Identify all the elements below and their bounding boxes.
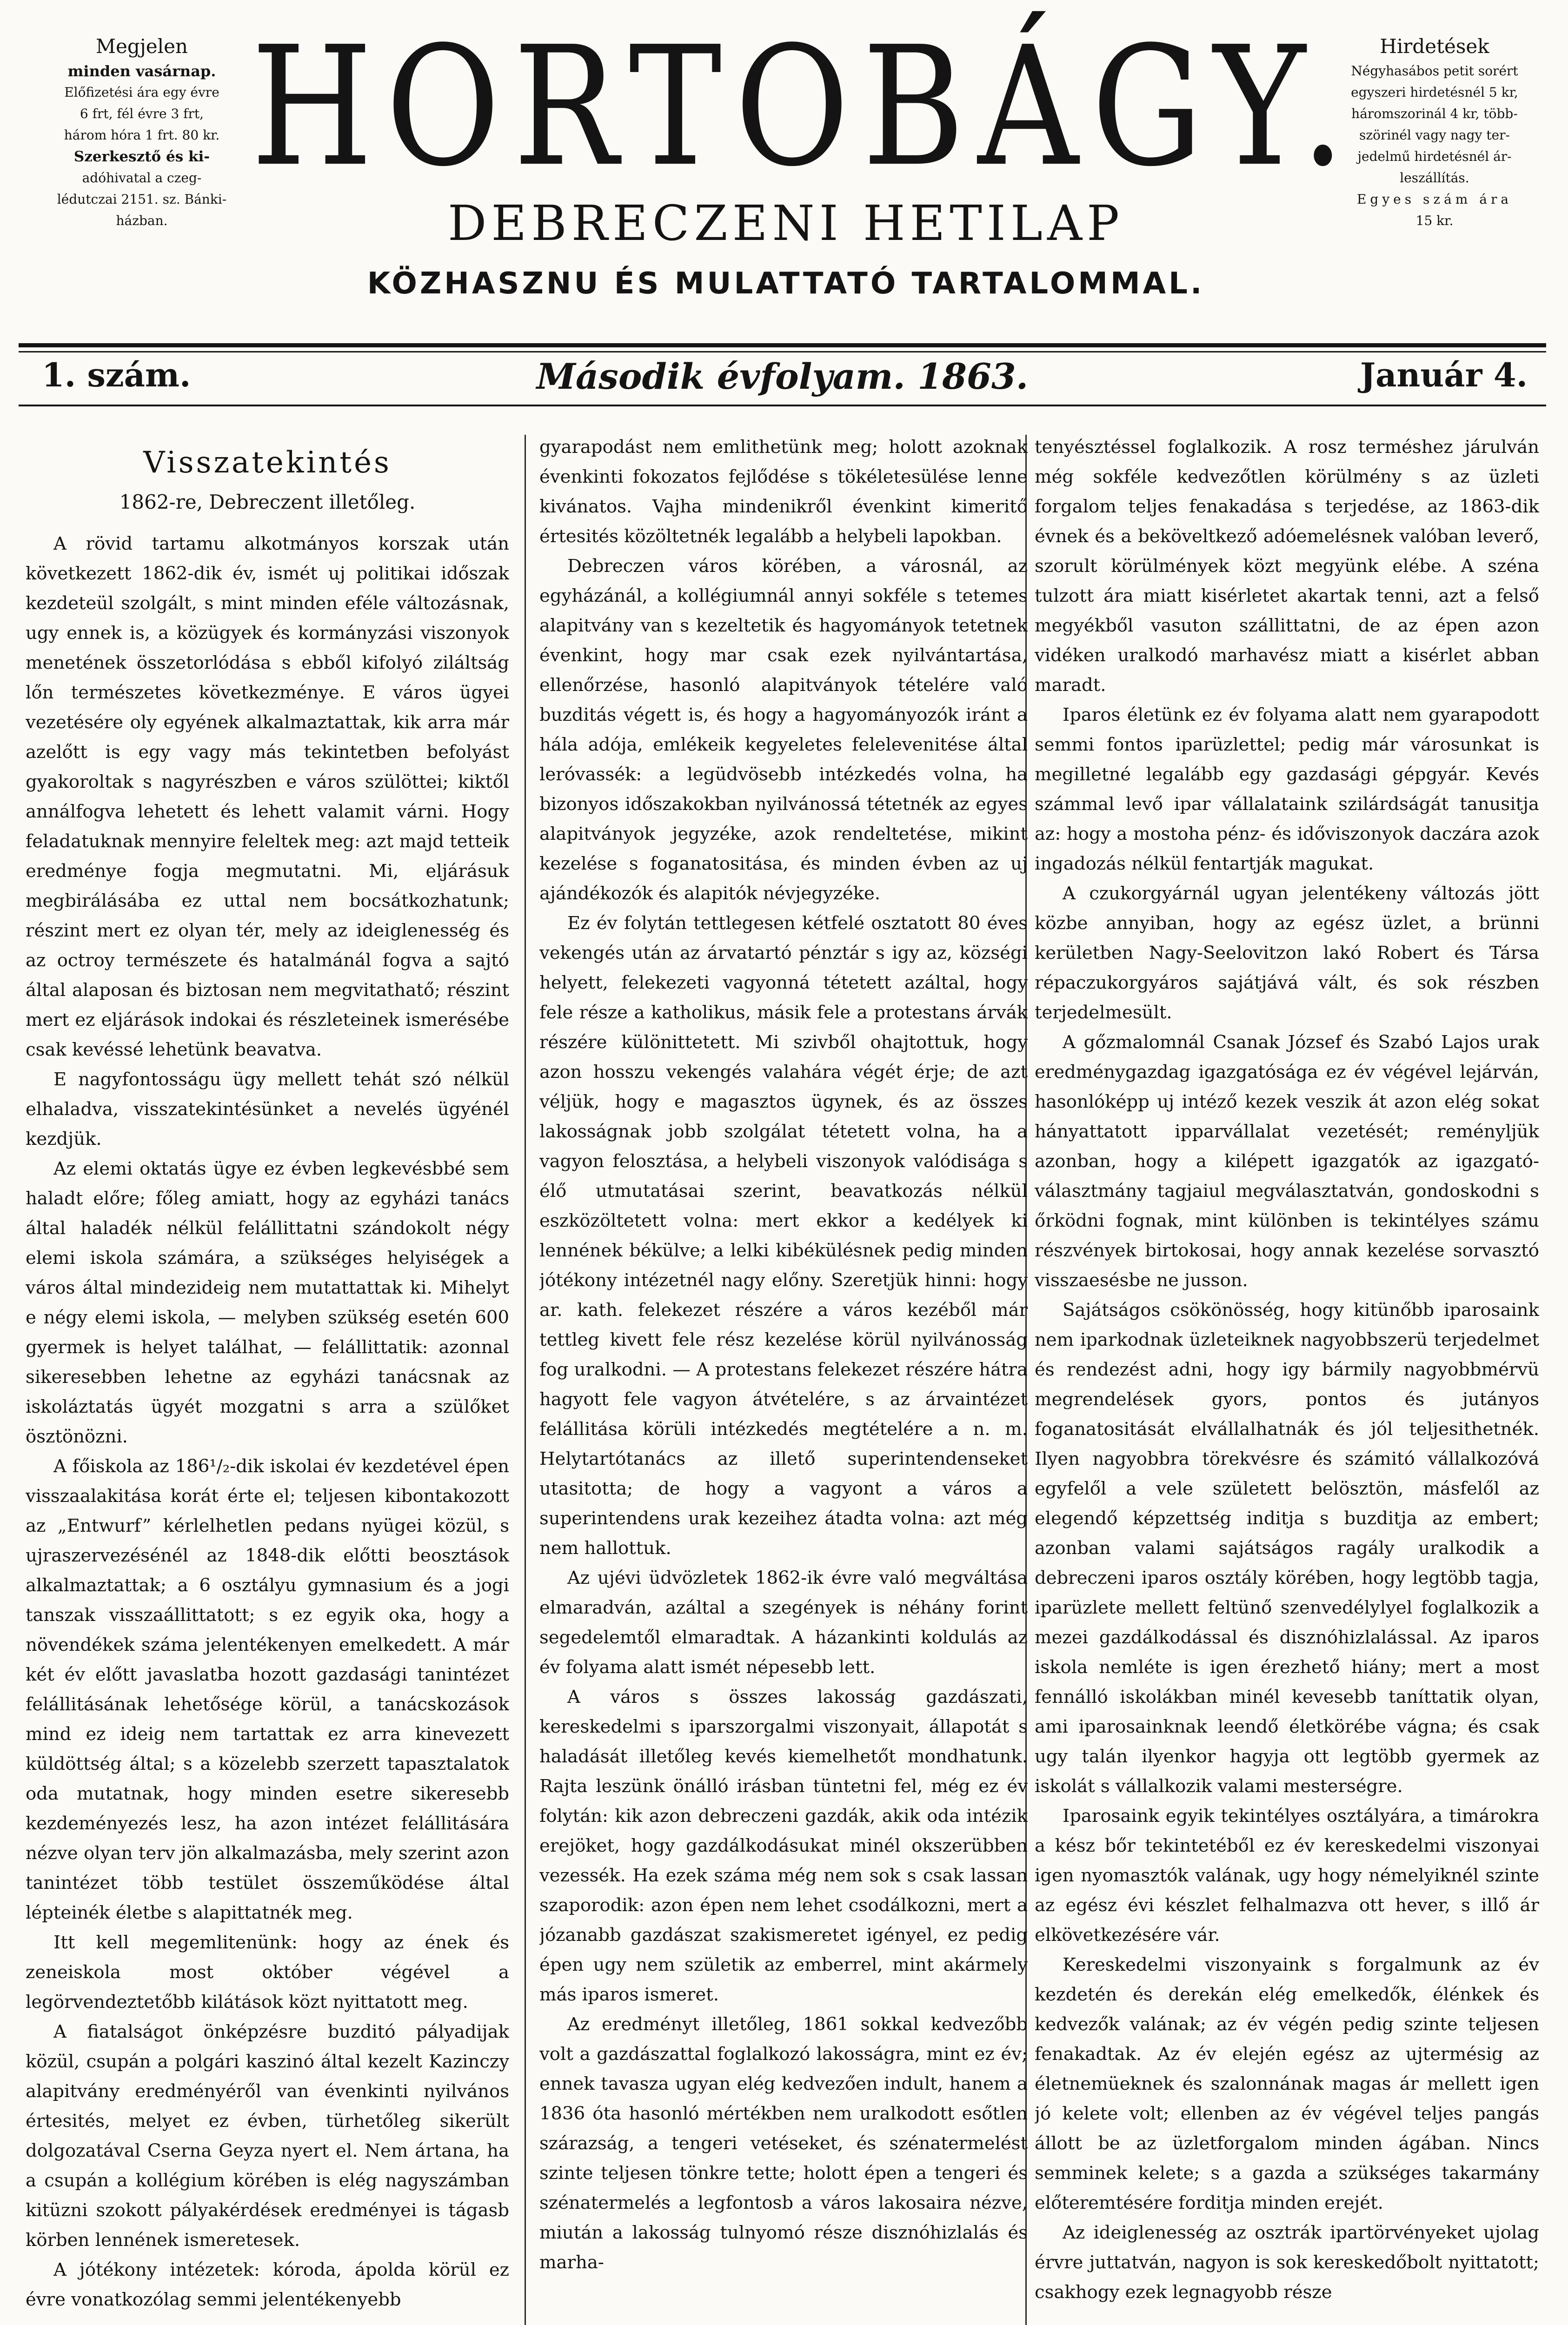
issue-line-rule: [19, 405, 1546, 406]
paragraph: Debreczen város körében, a városnál, az egyházánál, a kollégiumnál annyi sokféle s tetemes alapitvány van s kezeltetik és hagyományok tetetnek évenkint, hogy mar csak ezek nyilvántartása, ellenőrzése, hasonló alapitványok tételére való buzditás végett is, és hogy a hagyományozók iránt a hála adója, emlékeik kegyeletes felelevenitése által leróvassék: a legüdvösebb intézkedés volna, ha bizonyos időszakokban nyilvánossá tétetnék az egyes alapitványok jegyzéke, azok rendeltetése, mikint kezelése s foganatositása, és minden évben az uj ajándékozók és alapitók névjegyzéke.: [539, 556, 1028, 904]
editorial-office-line: házban.: [116, 213, 168, 228]
issue-number: 1. szám.: [42, 356, 191, 394]
publication-day: minden vasárnap.: [67, 62, 216, 80]
editorial-office-line: Szerkesztő és ki-: [73, 148, 210, 165]
single-issue-price-value: 15 kr.: [1415, 213, 1454, 228]
masthead-rule-thick: [19, 343, 1546, 347]
paragraph: Sajátságos csökönösség, hogy kitünőbb iparosaink nem iparkodnak üzleteiknek nagyobbszerü terjedelmet és rendezést adni, hogy igy bármily nagyobbmérvü megrendelések gyors, pontos és jutányos foganatositását elvállalhatnák és jól teljesithetnék. Ilyen nagyobbra törekvésre és számitó vállalkozóvá egyfelől a vele született belösztön, másfelől az elegendő képzettség inditja s buzditja az embert; azonban valami sajátságos ragály uralkodik a debreczeni iparos osztály körében, hogy legtöbb tagja, iparüzlete mellett feltünő szenvedélylyel foglalkozik a mezei gazdálkodással és disznóhizlalással. Az iparos iskola nemléte is igen érezhető hiány; mert a most fennálló iskolákban minél kevesebb taníttatik olyan, ami iparosainknak leendő életkörébe vágna; és csak ugy talán ilyenkor hagyja ott legtöbb gyermek az iskolát s vállalkozik valami mesterségre.: [1035, 1300, 1539, 1797]
paragraph: Kereskedelmi viszonyaink s forgalmunk az év kezdetén és derekán elég emelkedők, élénkek és kedvezők valának; az év végén pedig szinte teljesen fenakadtak. Az év elején egész az ujtermésig az életnemüeknek és szalonnának magas ár mellett igen jó kelete volt; ellenben az év végével teljes pangás állott be az üzletforgalom minden ágában. Nincs semminek kelete; s a gazda a szükséges takarmány előteremtésére forditja minden erejét.: [1035, 1954, 1539, 2213]
volume-year: Második évfolyam. 1863.: [536, 356, 1029, 397]
newspaper-tagline: KÖZHASZNU ÉS MULATTATÓ TARTALOMMAL.: [367, 266, 1205, 301]
single-issue-price: Egyes szám ára: [1356, 192, 1513, 207]
article-subtitle: 1862-re, Debreczent illetőleg.: [119, 491, 416, 513]
advertisements-heading: Hirdetések: [1380, 35, 1489, 58]
paragraph: E nagyfontosságu ügy mellett tehát szó nélkül elhaladva, visszatekintésünket a nevelés ügyénél kezdjük.: [26, 1069, 509, 1149]
issue-info-line: [19, 356, 1546, 402]
paragraph: A rövid tartamu alkotmányos korszak után következett 1862-dik év, ismét uj politikai időszak kezdeteül szolgált, s mint minden eféle változásnak, ugy ennek is, a közügyek és kormányzási viszonyok menetének összetorlódása s ebből kifolyó ziláltság lőn természetes következménye. E város ügyei vezetésére oly egyének alkalmaztattak, kik arra már azelőtt is egy vagy más tekintetben befolyást gyakoroltak s nagyrészben e város szülöttei; kiktől annálfogva lehetett és lehett valamit várni. Hogy feladatuknak mennyire feleltek meg: azt majd tetteik eredménye fogja megmutatni. Mi, eljárásuk megbirálásába ez uttal nem bocsátkozhatunk; részint mert ez olyan tér, mely az ideiglenesség és az octroy természete és hatalmánál fogva a sajtó által alaposan és biztosan nem megvitathatő; részint mert ez eljárások indokai és részleteinek ismerésébe csak kevéssé lehetünk beavatva.: [26, 533, 509, 1060]
editorial-office-line: lédutczai 2151. sz. Bánki-: [57, 192, 227, 207]
issue-date: Január 4.: [1360, 356, 1528, 394]
advertisement-price-line: háromszorinál 4 kr, több-: [1351, 106, 1518, 121]
paragraph: A gőzmalomnál Csanak József és Szabó Lajos urak eredménygazdag igazgatósága ez év végével lejárván, hasonlóképp uj intéző kezek veszik át azon elég sokat hányattatott ipparvállalat vezetését; reményljük azonban, hogy a kilépett igazgatók az igazgató-választmány tagjaiul megválasztatván, gondoskodni s őrködni fognak, mint különben is tekintélyes számu részvények birtokosai, hogy annak kezelése sorvasztó visszaesésbe ne jusson.: [1035, 1032, 1539, 1291]
paragraph: gyarapodást nem emlithetünk meg; holott azoknak évenkinti fokozatos fejlődése s tökéletesülése lenne kivánatos. Vajha mindenikről évenkint kimeritő értesités közöltetnék legalább a helybeli lapokban.: [539, 437, 1028, 547]
paragraph: Itt kell megemlitenünk: hogy az ének és zeneiskola most október végével a legörvendeztetőbb kilátások közt nyittatott meg.: [26, 1932, 509, 2013]
paragraph: Az eredményt illetőleg, 1861 sokkal kedvezőbb volt a gazdászattal foglalkozó lakosságra, mint ez év; ennek tavasza ugyan elég kedvezően indult, hanem a 1836 óta hasonló mértékben nem uralkodott esőtlen szárazság, a tengeri vetéseket, és szénatermelést szinte teljesen tönkre tette; holott épen a tengeri és szénatermelés a legfontosb a város lakosaira nézve, miután a lakosság tulnyomó része disznóhizlalás és marha-: [539, 2014, 1028, 2273]
paragraph: Az ideiglenesség az osztrák ipartörvényeket ujolag érvre juttatván, nagyon is sok kereskedőbolt nyittatott; csakhogy ezek legnagyobb része: [1035, 2222, 1539, 2303]
advertisement-price-line: jedelmű hirdetésnél ár-: [1357, 149, 1512, 164]
paragraph: A czukorgyárnál ugyan jelentékeny változás jött közbe annyiban, hogy az egész üzlet, a brünni kerületben Nagy-Seelovitzon lakó Robert és Társa répaczukorgyáros sajátjává vált, és sok részben terjedelmesült.: [1035, 883, 1539, 1023]
subscription-info-box: [44, 33, 239, 232]
column-divider: [525, 435, 526, 2325]
newspaper-title: HORTOBÁGY.: [251, 11, 1358, 203]
paragraph: Iparos életünk ez év folyama alatt nem gyarapodott semmi fontos iparüzlettel; pedig már városunkat is megilletné legalább egy gazdasági gépgyár. Kevés számmal levő ipar vállalataink szilárdságát tanusitja az: hogy a mostoha pénz- és időviszonyok daczára azok ingadozás nélkül fentartják magukat.: [1035, 704, 1539, 874]
subscription-price-line: 6 frt, fél évre 3 frt,: [80, 106, 204, 121]
publication-frequency: Megjelen: [96, 35, 188, 58]
subscription-price-line: Előfizetési ára egy évre: [64, 85, 219, 100]
paragraph: Az elemi oktatás ügye ez évben legkevésbbé sem haladt előre; főleg amiatt, hogy az egyházi tanács által haladék nélkül felállittatni szándokolt négy elemi iskola számára, a szükséges helyiségek a város által mindezideig nem mutattattak ki. Mihelyt e négy elemi iskola, — melyben szükség esetén 600 gyermek is helyet találhat, — felállittatik: azonnal sikeresebben lehetne az egyházi tanácsnak az iskoláztatás ügyét mozgatni s arra a szülőket ösztönözni.: [26, 1158, 509, 1447]
advertisement-info-box: [1330, 33, 1539, 232]
advertisement-price-line: leszállítás.: [1400, 170, 1469, 186]
paragraph: Ez év folytán tettlegesen kétfelé osztatott 80 éves vekengés után az árvatartó pénztár s igy az, községi helyett, felekezeti vagyonná tétetett azáltal, hogy fele része a katholikus, másik fele a protestans árvák részére különittetett. Mi szivből ohajtottuk, hogy azon hosszu vekengés valahára végét érje; de azt véljük, hogy e magasztos ügynek, és az összes lakosságnak jobb szolgálat tétetett volna, ha a vagyon felosztása, a helybeli viszonyok valódisága s élő utmutatásai szerint, beavatkozás nélkül eszközöltetett volna: mert ekkor a kedélyek ki lennének békülve; a lelki kibékülésnek pedig minden jótékony intézetnél nagy előny. Szeretjük hinni: hogy ar. kath. felekezet részére a város kezéből már tettleg kivett fele rész kezelése körül nyilvánosság fog uralkodni. — A protestans felekezet részére hátra hagyott fele vagyon átvételére, s az árvaintézet felállitása körüli intézkedés megtételére a n. m. Helytartótanács az illető superintendenseket utasitotta; de hogy a vagyont a város a superintendens urak kezeihez átadta volna: azt még nem hallottuk.: [539, 913, 1028, 1559]
advertisement-price-line: Négyhasábos petit sorért: [1351, 63, 1518, 79]
masthead-rule-thin: [19, 351, 1546, 352]
advertisement-price-line: egyszeri hirdetésnél 5 kr,: [1351, 85, 1518, 100]
subscription-price-line: három hóra 1 frt. 80 kr.: [64, 127, 220, 143]
editorial-office-line: adóhivatal a czeg-: [82, 170, 202, 186]
paragraph: Iparosaink egyik tekintélyes osztályára, a timárokra a kész bőr tekintetéből ez év kereskedelmi viszonyai igen nyomasztók valának, ugy hogy némelyiknél szinte az egész évi készlet felhalmazva ott hever, s illő ár elkövetkezésére vár.: [1035, 1806, 1539, 1946]
newspaper-subtitle: DEBRECZENI HETILAP: [447, 195, 1124, 252]
paragraph: A város s összes lakosság gazdászati, kereskedelmi s iparszorgalmi viszonyait, állapotát s haladását illetőleg kevés kiemelhetőt mondhatunk. Rajta leszünk önálló irásban tüntetni fel, még ez év folytán: kik azon debreczeni gazdák, akik oda intézik erejöket, hogy gazdálkodásukat minél okszerübben vezessék. Ha ezek száma még nem sok s csak lassan szaporodik: azon épen nem lehet csodálkozni, mert a józanabb gazdászat szakismeretet igényel, ez pedig épen ugy nem születik az emberrel, mint akármely más iparos ismeret.: [539, 1687, 1028, 2005]
paragraph: A fiatalságot önképzésre buzditó pályadijak közül, csupán a polgári kaszinó által kezelt Kazinczy alapitvány eredményéről van évenkinti nyilvános értesités, melyet ez évben, türhetőleg sikerült dolgozatával Cserna Geyza nyert el. Nem ártana, ha a csupán a kollégium körében is elég nagyszámban kitüzni szokott pályakérdések eredményei is tágasb körben lennének ismeretesek.: [26, 2021, 509, 2251]
article-title: Visszatekintés: [143, 445, 392, 480]
paragraph: A jótékony intézetek: kóroda, ápolda körül ez évre vonatkozólag semmi jelentékenyebb: [26, 2259, 509, 2310]
text-column-3: [1035, 432, 1539, 2325]
text-column-2: [539, 432, 1028, 2325]
paragraph: tenyésztéssel foglalkozik. A rosz terméshez járulván még sokféle kedvezőtlen körülmény s az üzleti forgalom teljes fenakadása s terjedése, az 1863-dik évnek és a beköveltkező adóemelésnek valóban leverő, szorult körülmények közt megyünk elébe. A széna tulzott ára miatt kisérletet akartak tenni, azt a felső megyékből vasuton szállittatni, de az épen azon vidéken uralkodó marhavész miatt a kisérlet abban maradt.: [1035, 437, 1539, 696]
paragraph: A főiskola az 186¹/₂-dik iskolai év kezdetével épen visszaalakitása korát érte el; teljesen kibontakozott az „Entwurf” kérlelhetlen pedans nyügei közül, s ujraszervezésénél az 1848-dik előtti beosztások alkalmaztattak; a 6 osztályu gymnasium és a jogi tanszak visszaállittatott; s ez egyik oka, hogy a növendékek száma jelentékenyen emelkedett. A már két év előtt javaslatba hozott gazdasági tanintézet felállitásának lehetősége körül, a tanácskozások mind ez ideig nem tartattak ez arra kinevezett küldöttség által; s a közelebb szerzett tapasztalatok oda mutatnak, hogy minden esetre sikeresebb kezdeményezés lesz, ha azon intézet felállitására nézve olyan terv jön alkalmazásba, mely szerint azon tanintézet több testület összeműködése által lépteinék életbe s alapittatnék meg.: [26, 1456, 509, 1923]
paragraph: Az ujévi üdvözletek 1862-ik évre való megváltása elmaradván, azáltal a szegények is néhány forint segedelemtől elmaradtak. A házankinti koldulás az év folyama alatt ismét népesebb lett.: [539, 1568, 1028, 1678]
text-column-1: [26, 432, 509, 2325]
advertisement-price-line: szörinél vagy nagy ter-: [1359, 127, 1510, 143]
